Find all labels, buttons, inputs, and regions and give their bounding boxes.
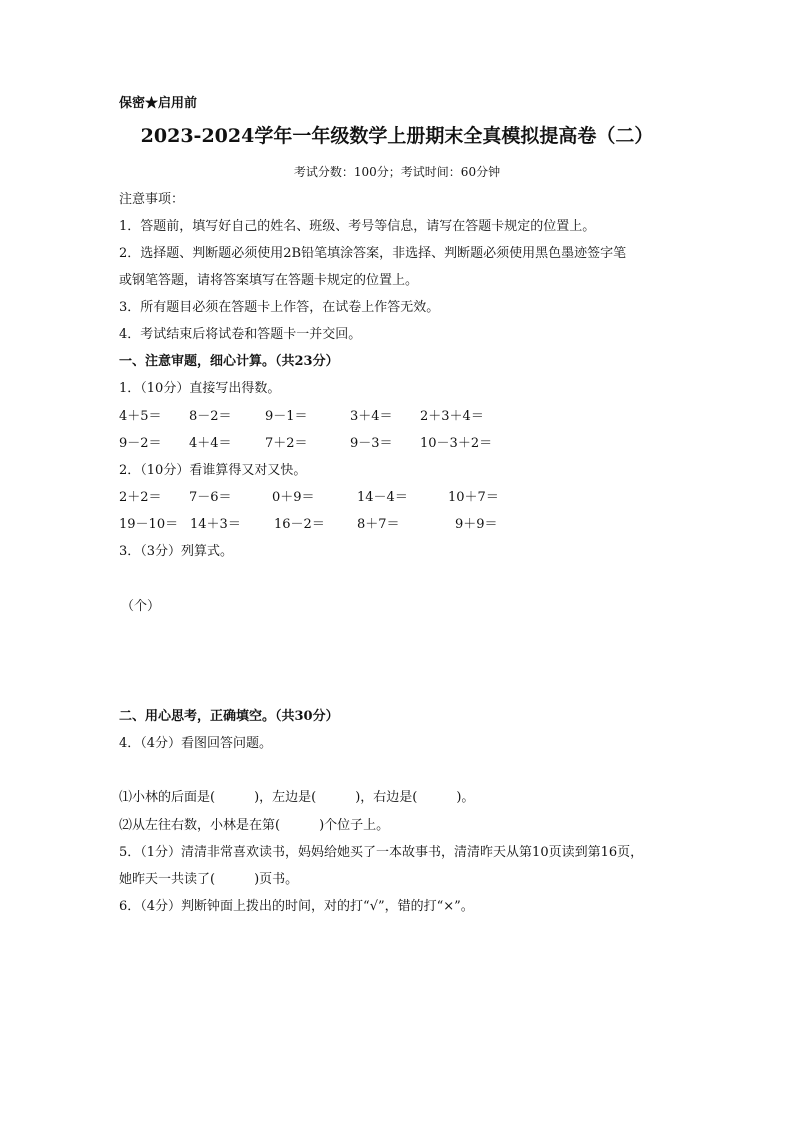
section1-heading: 一、注意审题，细心计算。（共23分） — [119, 354, 339, 369]
q1-problem: 4＋5＝ — [119, 409, 162, 424]
q4-sub-1: ⑴小林的后面是( )，左边是( )，右边是( )。 — [119, 790, 475, 805]
q2-problem: 14－4＝ — [357, 490, 408, 505]
note-item-2: 2．选择题、判断题必须使用2B铅笔填涂答案，非选择、判断题必须使用黑色墨迹签字笔 — [119, 246, 627, 261]
q4-sub-2: ⑵从左往右数，小林是在第( )个位子上。 — [119, 818, 390, 833]
section2-heading: 二、用心思考，正确填空。（共30分） — [119, 709, 339, 724]
exam-info: 考试分数：100分；考试时间：60分钟 — [293, 165, 501, 179]
q3-unit: （个） — [121, 599, 161, 614]
note-item-2-cont: 或钢笔答题，请将答案填写在答题卡规定的位置上。 — [119, 273, 419, 288]
q1-problem: 3＋4＝ — [350, 409, 393, 424]
q2-problem: 10＋7＝ — [448, 490, 499, 505]
question-6: 6．（4分）判断钟面上拨出的时间，对的打“√”，错的打“×”。 — [119, 899, 474, 914]
q1-problem: 9－3＝ — [350, 436, 393, 451]
note-item-1: 1．答题前，填写好自己的姓名、班级、考号等信息，请写在答题卡规定的位置上。 — [119, 219, 596, 234]
question-2: 2．（10分）看谁算得又对又快。 — [119, 463, 307, 478]
secret-mark: 保密★启用前 — [119, 96, 198, 111]
q1-problem: 4＋4＝ — [189, 436, 232, 451]
note-item-4: 4．考试结束后将试卷和答题卡一并交回。 — [119, 327, 362, 342]
question-1: 1．（10分）直接写出得数。 — [119, 381, 281, 396]
q1-problem: 8－2＝ — [189, 409, 232, 424]
q2-problem: 14＋3＝ — [190, 517, 241, 532]
question-3: 3．（3分）列算式。 — [119, 544, 234, 559]
question-4: 4．（4分）看图回答问题。 — [119, 736, 273, 751]
q1-problem: 10－3＋2＝ — [420, 436, 493, 451]
exam-title: 2023-2024学年一年级数学上册期末全真模拟提高卷（二） — [140, 125, 654, 147]
q2-problem: 7－6＝ — [189, 490, 232, 505]
q1-problem: 7＋2＝ — [265, 436, 308, 451]
q1-problem: 9－2＝ — [119, 436, 162, 451]
q2-problem: 19－10＝ — [119, 517, 179, 532]
notes-heading: 注意事项： — [119, 192, 185, 207]
q1-problem: 2＋3＋4＝ — [420, 409, 484, 424]
q2-problem: 8＋7＝ — [357, 517, 400, 532]
question-5: 5．（1分）清清非常喜欢读书，妈妈给她买了一本故事书，清清昨天从第10页读到第16页， — [119, 845, 644, 860]
q2-problem: 2＋2＝ — [119, 490, 162, 505]
q2-problem: 16－2＝ — [274, 517, 325, 532]
q1-problem: 9－1＝ — [265, 409, 308, 424]
q2-problem: 0＋9＝ — [272, 490, 315, 505]
question-5-cont: 她昨天一共读了( )页书。 — [119, 872, 299, 887]
q2-problem: 9＋9＝ — [455, 517, 498, 532]
note-item-3: 3．所有题目必须在答题卡上作答，在试卷上作答无效。 — [119, 300, 440, 315]
